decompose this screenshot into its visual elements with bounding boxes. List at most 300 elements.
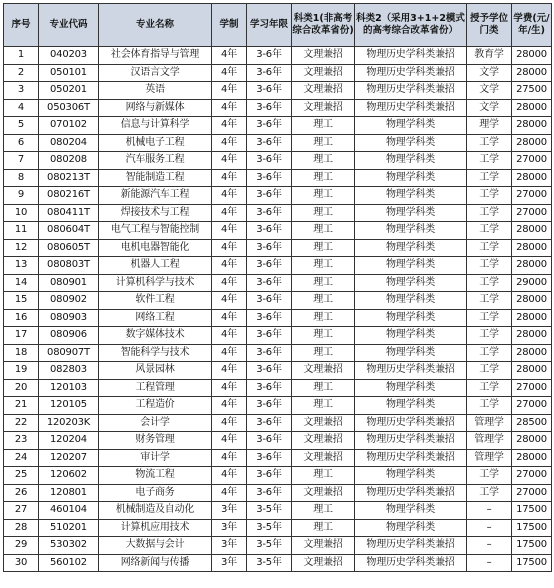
- cell-duration: 4年: [212, 309, 247, 327]
- cell-duration: 4年: [212, 64, 247, 82]
- cell-study-years: 3-6年: [247, 152, 292, 170]
- cell-tuition: 28000: [512, 449, 552, 467]
- cell-duration: 4年: [212, 432, 247, 450]
- cell-degree: 管理学: [467, 432, 512, 450]
- cell-code: 080605T: [39, 239, 99, 257]
- cell-name: 计算机应用技术: [99, 519, 212, 537]
- cell-duration: 4年: [212, 82, 247, 100]
- table-row: [4, 99, 552, 117]
- cell-index: 23: [4, 432, 39, 450]
- cell-study-years: 3-5年: [247, 519, 292, 537]
- cell-category-2: 物理学科类: [355, 467, 467, 485]
- cell-index: 6: [4, 134, 39, 152]
- header-name: 专业名称: [99, 4, 212, 47]
- cell-duration: 4年: [212, 397, 247, 415]
- cell-index: 29: [4, 537, 39, 555]
- cell-category-2: 物理学科类: [355, 187, 467, 205]
- cell-category-2: 物理历史学科类兼招: [355, 64, 467, 82]
- cell-index: 2: [4, 64, 39, 82]
- cell-index: 13: [4, 257, 39, 275]
- table-row: [4, 204, 552, 222]
- cell-duration: 4年: [212, 344, 247, 362]
- cell-name: 电子商务: [99, 484, 212, 502]
- cell-degree: 教育学: [467, 47, 512, 65]
- cell-code: 080604T: [39, 222, 99, 240]
- cell-degree: 工学: [467, 327, 512, 345]
- cell-degree: 工学: [467, 292, 512, 310]
- cell-name: 新能源汽车工程: [99, 187, 212, 205]
- cell-duration: 3年: [212, 502, 247, 520]
- cell-study-years: 3-6年: [247, 362, 292, 380]
- table-body: [4, 47, 552, 572]
- cell-category-1: 文理兼招: [292, 449, 355, 467]
- cell-code: 080903: [39, 309, 99, 327]
- header-study-years: 学习年限: [247, 4, 292, 47]
- cell-category-1: 理工: [292, 117, 355, 135]
- cell-degree: 工学: [467, 379, 512, 397]
- cell-index: 14: [4, 274, 39, 292]
- cell-category-2: 物理学科类: [355, 519, 467, 537]
- cell-category-1: 理工: [292, 169, 355, 187]
- cell-degree: 文学: [467, 82, 512, 100]
- cell-duration: 4年: [212, 47, 247, 65]
- header-code: 专业代码: [39, 4, 99, 47]
- cell-duration: 4年: [212, 152, 247, 170]
- cell-study-years: 3-5年: [247, 502, 292, 520]
- major-table: [3, 3, 552, 572]
- cell-tuition: 27000: [512, 152, 552, 170]
- cell-category-1: 文理兼招: [292, 414, 355, 432]
- cell-name: 英语: [99, 82, 212, 100]
- cell-code: 050201: [39, 82, 99, 100]
- cell-category-1: 文理兼招: [292, 82, 355, 100]
- cell-code: 080216T: [39, 187, 99, 205]
- cell-study-years: 3-6年: [247, 467, 292, 485]
- cell-tuition: 28000: [512, 344, 552, 362]
- cell-code: 080907T: [39, 344, 99, 362]
- cell-degree: 管理学: [467, 449, 512, 467]
- cell-index: 20: [4, 379, 39, 397]
- cell-category-1: 理工: [292, 309, 355, 327]
- cell-code: 080213T: [39, 169, 99, 187]
- cell-name: 会计学: [99, 414, 212, 432]
- cell-degree: 工学: [467, 257, 512, 275]
- header-duration: 学制: [212, 4, 247, 47]
- cell-study-years: 3-6年: [247, 449, 292, 467]
- cell-category-2: 物理历史学科类兼招: [355, 537, 467, 555]
- cell-degree: 工学: [467, 309, 512, 327]
- cell-index: 22: [4, 414, 39, 432]
- cell-code: 120203K: [39, 414, 99, 432]
- cell-code: 070102: [39, 117, 99, 135]
- cell-name: 大数据与会计: [99, 537, 212, 555]
- cell-category-2: 物理历史学科类兼招: [355, 554, 467, 572]
- cell-category-1: 理工: [292, 292, 355, 310]
- cell-name: 电机电器智能化: [99, 239, 212, 257]
- cell-category-1: 理工: [292, 257, 355, 275]
- cell-category-2: 物理学科类: [355, 397, 467, 415]
- cell-study-years: 3-6年: [247, 274, 292, 292]
- cell-degree: 工学: [467, 274, 512, 292]
- cell-study-years: 3-6年: [247, 222, 292, 240]
- cell-study-years: 3-6年: [247, 344, 292, 362]
- cell-category-2: 物理历史学科类兼招: [355, 82, 467, 100]
- cell-study-years: 3-6年: [247, 292, 292, 310]
- cell-study-years: 3-6年: [247, 82, 292, 100]
- cell-name: 风景园林: [99, 362, 212, 380]
- cell-tuition: 17500: [512, 519, 552, 537]
- cell-duration: 3年: [212, 554, 247, 572]
- cell-degree: 文学: [467, 64, 512, 82]
- cell-index: 15: [4, 292, 39, 310]
- cell-code: 080803T: [39, 257, 99, 275]
- cell-tuition: 28000: [512, 362, 552, 380]
- cell-duration: 4年: [212, 99, 247, 117]
- cell-study-years: 3-6年: [247, 117, 292, 135]
- cell-tuition: 29000: [512, 274, 552, 292]
- cell-name: 汽车服务工程: [99, 152, 212, 170]
- table-row: [4, 432, 552, 450]
- cell-category-1: 理工: [292, 134, 355, 152]
- cell-tuition: 28000: [512, 292, 552, 310]
- cell-category-2: 物理学科类: [355, 204, 467, 222]
- cell-index: 26: [4, 484, 39, 502]
- cell-name: 数字媒体技术: [99, 327, 212, 345]
- cell-category-1: 理工: [292, 327, 355, 345]
- cell-category-2: 物理学科类: [355, 117, 467, 135]
- cell-category-2: 物理学科类: [355, 344, 467, 362]
- cell-category-1: 理工: [292, 152, 355, 170]
- cell-tuition: 28000: [512, 117, 552, 135]
- cell-index: 9: [4, 187, 39, 205]
- cell-study-years: 3-5年: [247, 537, 292, 555]
- table-row: [4, 467, 552, 485]
- cell-tuition: 28000: [512, 64, 552, 82]
- cell-tuition: 28500: [512, 414, 552, 432]
- cell-index: 12: [4, 239, 39, 257]
- cell-name: 工程管理: [99, 379, 212, 397]
- cell-duration: 4年: [212, 292, 247, 310]
- cell-category-1: 文理兼招: [292, 554, 355, 572]
- cell-study-years: 3-6年: [247, 239, 292, 257]
- table-row: [4, 379, 552, 397]
- cell-code: 510201: [39, 519, 99, 537]
- cell-study-years: 3-6年: [247, 134, 292, 152]
- cell-index: 25: [4, 467, 39, 485]
- cell-study-years: 3-6年: [247, 397, 292, 415]
- cell-tuition: 28000: [512, 327, 552, 345]
- cell-degree: 文学: [467, 99, 512, 117]
- cell-name: 机械制造及自动化: [99, 502, 212, 520]
- cell-category-1: 理工: [292, 274, 355, 292]
- cell-index: 18: [4, 344, 39, 362]
- cell-degree: –: [467, 502, 512, 520]
- table-row: [4, 537, 552, 555]
- cell-tuition: 28000: [512, 222, 552, 240]
- header-category-2: 科类2（采用3+1+2模式的高考综合改革省份）: [355, 4, 467, 47]
- cell-category-1: 文理兼招: [292, 432, 355, 450]
- cell-index: 7: [4, 152, 39, 170]
- table-row: [4, 484, 552, 502]
- cell-study-years: 3-6年: [247, 64, 292, 82]
- cell-category-2: 物理学科类: [355, 327, 467, 345]
- cell-tuition: 28000: [512, 169, 552, 187]
- header-category-1: 科类1(非高考综合改革省份): [292, 4, 355, 47]
- cell-code: 120207: [39, 449, 99, 467]
- cell-name: 焊接技术与工程: [99, 204, 212, 222]
- cell-duration: 4年: [212, 169, 247, 187]
- cell-name: 信息与计算科学: [99, 117, 212, 135]
- table-row: [4, 327, 552, 345]
- cell-name: 机械电子工程: [99, 134, 212, 152]
- cell-duration: 4年: [212, 362, 247, 380]
- cell-name: 网络工程: [99, 309, 212, 327]
- cell-tuition: 27000: [512, 397, 552, 415]
- cell-category-1: 文理兼招: [292, 47, 355, 65]
- cell-name: 网络新闻与传播: [99, 554, 212, 572]
- cell-study-years: 3-6年: [247, 432, 292, 450]
- table-row: [4, 117, 552, 135]
- table-row: [4, 274, 552, 292]
- table-row: [4, 134, 552, 152]
- table-row: [4, 152, 552, 170]
- cell-category-2: 物理学科类: [355, 502, 467, 520]
- table-row: [4, 222, 552, 240]
- cell-code: 080208: [39, 152, 99, 170]
- cell-name: 财务管理: [99, 432, 212, 450]
- cell-tuition: 28000: [512, 134, 552, 152]
- cell-index: 21: [4, 397, 39, 415]
- cell-category-1: 文理兼招: [292, 64, 355, 82]
- cell-tuition: 17500: [512, 537, 552, 555]
- cell-category-1: 理工: [292, 187, 355, 205]
- cell-category-2: 物理历史学科类兼招: [355, 362, 467, 380]
- cell-code: 040203: [39, 47, 99, 65]
- cell-index: 10: [4, 204, 39, 222]
- cell-category-1: 理工: [292, 519, 355, 537]
- cell-name: 计算机科学与技术: [99, 274, 212, 292]
- cell-degree: 工学: [467, 467, 512, 485]
- cell-category-1: 文理兼招: [292, 537, 355, 555]
- cell-code: 082803: [39, 362, 99, 380]
- cell-degree: 工学: [467, 397, 512, 415]
- cell-degree: 理学: [467, 117, 512, 135]
- cell-index: 17: [4, 327, 39, 345]
- cell-index: 27: [4, 502, 39, 520]
- cell-category-2: 物理历史学科类兼招: [355, 432, 467, 450]
- cell-category-1: 理工: [292, 502, 355, 520]
- cell-study-years: 3-6年: [247, 169, 292, 187]
- cell-name: 物流工程: [99, 467, 212, 485]
- cell-tuition: 28000: [512, 47, 552, 65]
- cell-index: 4: [4, 99, 39, 117]
- cell-code: 050101: [39, 64, 99, 82]
- cell-category-2: 物理学科类: [355, 222, 467, 240]
- cell-code: 120103: [39, 379, 99, 397]
- cell-category-2: 物理历史学科类兼招: [355, 414, 467, 432]
- header-degree: 授予学位门类: [467, 4, 512, 47]
- cell-tuition: 17500: [512, 554, 552, 572]
- cell-index: 3: [4, 82, 39, 100]
- cell-study-years: 3-6年: [247, 187, 292, 205]
- cell-degree: 工学: [467, 362, 512, 380]
- cell-duration: 4年: [212, 187, 247, 205]
- cell-study-years: 3-6年: [247, 204, 292, 222]
- cell-category-2: 物理学科类: [355, 169, 467, 187]
- table-row: [4, 187, 552, 205]
- cell-study-years: 3-6年: [247, 47, 292, 65]
- cell-degree: 工学: [467, 239, 512, 257]
- cell-category-1: 理工: [292, 204, 355, 222]
- cell-tuition: 27500: [512, 82, 552, 100]
- cell-category-1: 理工: [292, 344, 355, 362]
- table-row: [4, 362, 552, 380]
- cell-tuition: 17500: [512, 502, 552, 520]
- cell-degree: 工学: [467, 169, 512, 187]
- cell-study-years: 3-5年: [247, 554, 292, 572]
- cell-category-2: 物理学科类: [355, 257, 467, 275]
- cell-code: 080204: [39, 134, 99, 152]
- cell-name: 审计学: [99, 449, 212, 467]
- cell-category-2: 物理历史学科类兼招: [355, 99, 467, 117]
- cell-index: 8: [4, 169, 39, 187]
- cell-duration: 4年: [212, 414, 247, 432]
- cell-duration: 4年: [212, 274, 247, 292]
- cell-duration: 4年: [212, 117, 247, 135]
- cell-category-1: 理工: [292, 239, 355, 257]
- cell-category-2: 物理历史学科类兼招: [355, 449, 467, 467]
- cell-category-2: 物理历史学科类兼招: [355, 47, 467, 65]
- cell-study-years: 3-6年: [247, 379, 292, 397]
- cell-study-years: 3-6年: [247, 327, 292, 345]
- cell-duration: 4年: [212, 257, 247, 275]
- cell-degree: 工学: [467, 204, 512, 222]
- cell-degree: 工学: [467, 344, 512, 362]
- cell-code: 560102: [39, 554, 99, 572]
- cell-category-2: 物理学科类: [355, 379, 467, 397]
- cell-name: 智能科学与技术: [99, 344, 212, 362]
- cell-degree: 工学: [467, 484, 512, 502]
- table-row: [4, 502, 552, 520]
- cell-duration: 4年: [212, 239, 247, 257]
- table-row: [4, 449, 552, 467]
- table-row: [4, 397, 552, 415]
- cell-tuition: 28000: [512, 257, 552, 275]
- cell-category-1: 理工: [292, 379, 355, 397]
- cell-category-1: 文理兼招: [292, 484, 355, 502]
- table-header-row: [4, 4, 552, 47]
- cell-category-2: 物理学科类: [355, 134, 467, 152]
- cell-name: 工程造价: [99, 397, 212, 415]
- cell-code: 120204: [39, 432, 99, 450]
- cell-duration: 4年: [212, 327, 247, 345]
- cell-code: 460104: [39, 502, 99, 520]
- table-row: [4, 414, 552, 432]
- table-row: [4, 519, 552, 537]
- cell-code: 080411T: [39, 204, 99, 222]
- table-row: [4, 169, 552, 187]
- cell-degree: 工学: [467, 222, 512, 240]
- cell-category-2: 物理历史学科类兼招: [355, 484, 467, 502]
- cell-index: 16: [4, 309, 39, 327]
- cell-study-years: 3-6年: [247, 257, 292, 275]
- cell-tuition: 27000: [512, 379, 552, 397]
- table-row: [4, 257, 552, 275]
- cell-duration: 4年: [212, 222, 247, 240]
- cell-duration: 4年: [212, 449, 247, 467]
- cell-code: 120105: [39, 397, 99, 415]
- cell-name: 智能制造工程: [99, 169, 212, 187]
- cell-degree: 工学: [467, 134, 512, 152]
- cell-category-2: 物理学科类: [355, 309, 467, 327]
- cell-category-1: 理工: [292, 222, 355, 240]
- cell-index: 5: [4, 117, 39, 135]
- cell-tuition: 28000: [512, 239, 552, 257]
- cell-code: 080901: [39, 274, 99, 292]
- cell-code: 080902: [39, 292, 99, 310]
- header-index: 序号: [4, 4, 39, 47]
- cell-name: 汉语言文学: [99, 64, 212, 82]
- cell-study-years: 3-6年: [247, 484, 292, 502]
- cell-category-1: 理工: [292, 397, 355, 415]
- table-row: [4, 47, 552, 65]
- cell-code: 120602: [39, 467, 99, 485]
- cell-name: 软件工程: [99, 292, 212, 310]
- cell-degree: –: [467, 554, 512, 572]
- cell-degree: 工学: [467, 152, 512, 170]
- cell-index: 11: [4, 222, 39, 240]
- header-tuition: 学费(元/年/生): [512, 4, 552, 47]
- cell-duration: 4年: [212, 204, 247, 222]
- cell-study-years: 3-6年: [247, 99, 292, 117]
- cell-degree: –: [467, 537, 512, 555]
- cell-tuition: 28000: [512, 432, 552, 450]
- table-row: [4, 554, 552, 572]
- table-row: [4, 344, 552, 362]
- cell-tuition: 27000: [512, 204, 552, 222]
- cell-index: 19: [4, 362, 39, 380]
- cell-category-2: 物理学科类: [355, 239, 467, 257]
- major-table-container: [3, 3, 552, 572]
- cell-degree: 工学: [467, 187, 512, 205]
- cell-duration: 3年: [212, 519, 247, 537]
- cell-study-years: 3-6年: [247, 309, 292, 327]
- cell-index: 1: [4, 47, 39, 65]
- cell-name: 网络与新媒体: [99, 99, 212, 117]
- cell-category-1: 文理兼招: [292, 362, 355, 380]
- cell-index: 30: [4, 554, 39, 572]
- cell-category-2: 物理学科类: [355, 152, 467, 170]
- cell-tuition: 28000: [512, 99, 552, 117]
- cell-category-2: 物理学科类: [355, 274, 467, 292]
- cell-duration: 4年: [212, 134, 247, 152]
- cell-code: 530302: [39, 537, 99, 555]
- cell-duration: 4年: [212, 379, 247, 397]
- table-row: [4, 239, 552, 257]
- cell-category-1: 理工: [292, 467, 355, 485]
- cell-name: 社会体育指导与管理: [99, 47, 212, 65]
- cell-index: 28: [4, 519, 39, 537]
- cell-degree: –: [467, 519, 512, 537]
- table-row: [4, 292, 552, 310]
- cell-duration: 4年: [212, 467, 247, 485]
- cell-degree: 管理学: [467, 414, 512, 432]
- cell-duration: 3年: [212, 537, 247, 555]
- table-row: [4, 82, 552, 100]
- cell-study-years: 3-6年: [247, 414, 292, 432]
- cell-code: 080906: [39, 327, 99, 345]
- cell-code: 050306T: [39, 99, 99, 117]
